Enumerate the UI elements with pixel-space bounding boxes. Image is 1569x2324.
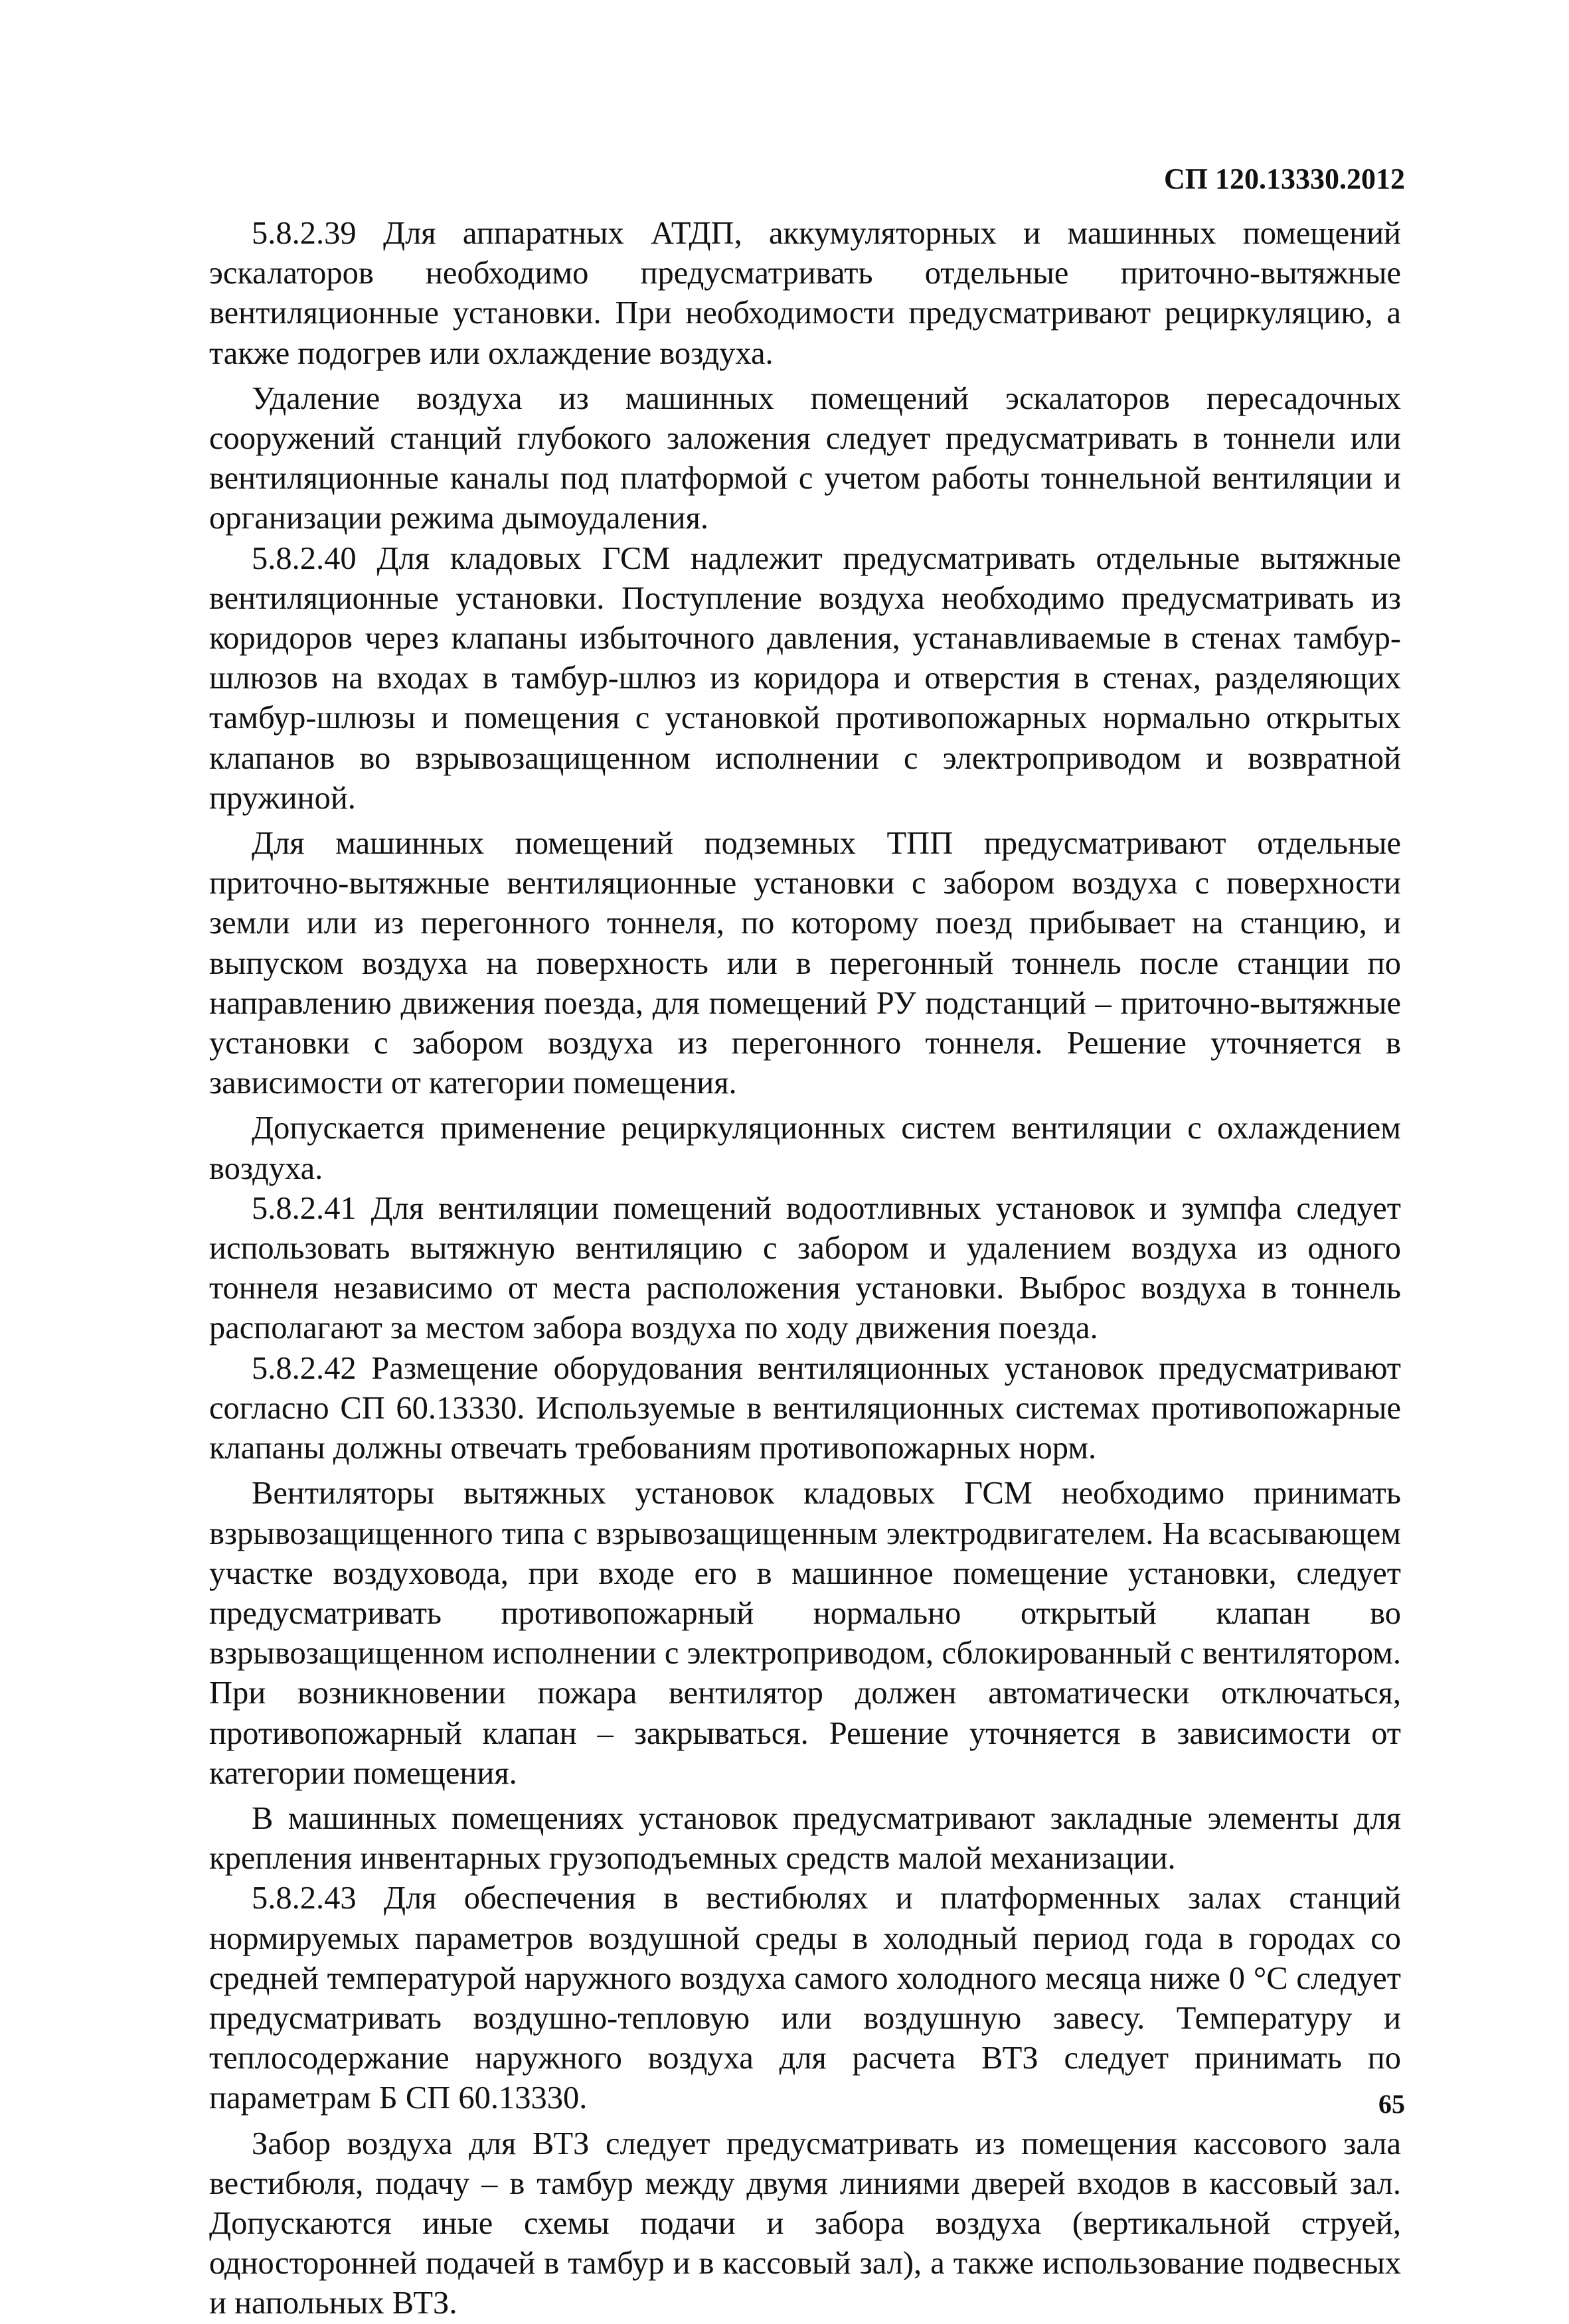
paragraph-gsm-fans: Вентиляторы вытяжных установок кладовых ГСМ необходимо принимать взрывозащищенного типа с взрывозащищенным электродвигателем. На всасывающем участке воздуховода, при входе его в машинное помещение установки, следует предусматривать противопожарный нормально открытый клапан во взрывозащищенном исполнении с электроприводом, сблокированный с вентилятором. При возникновении пожара вентилятор должен автоматически отключаться, противопожарный клапан – закрываться. Решение уточняется в зависимости от категории помещения. (209, 1476, 1401, 1791)
paragraph-5-8-2-42: 5.8.2.42 Размещение оборудования вентиляционных установок предусматривают согласно СП 60.13330. Используемые в вентиляционных системах противопожарные клапаны должны отвечать требованиям противопожарных норм. (209, 1350, 1401, 1466)
paragraph-tpp-machine-rooms: Для машинных помещений подземных ТПП предусматривают отдельные приточно-вытяжные вентиляционные установки с забором воздуха с поверхности земли или из перегонного тоннеля, по которому поезд прибывает на станцию, и выпуском воздуха на поверхность или в перегонный тоннель после станции по направлению движения поезда, для помещений РУ подстанций – приточно-вытяжные установки с забором воздуха из перегонного тоннеля. Решение уточняется в зависимости от категории помещения. (209, 826, 1401, 1101)
paragraph-vtz-air-intake: Забор воздуха для ВТЗ следует предусматривать из помещения кассового зала вестибюля, подачу – в тамбур между двумя линиями дверей входов в кассовый зал. Допускаются иные схемы подачи и забора воздуха (вертикальной струей, односторонней подачей в тамбур и в кассовый зал), а также использование подвесных и напольных ВТЗ. (209, 2126, 1401, 2321)
paragraph-recirculation-allowed: Допускается применение рециркуляционных систем вентиляции с охлаждением воздуха. (209, 1111, 1401, 1186)
paragraph-lifting-elements: В машинных помещениях установок предусматривают закладные элементы для крепления инвентарных грузоподъемных средств малой механизации. (209, 1800, 1401, 1877)
paragraph-5-8-2-39: 5.8.2.39 Для аппаратных АТДП, аккумуляторных и машинных помещений эскалаторов необходимо предусматривать отдельные приточно-вытяжные вентиляционные установки. При необходимости предусматривают рециркуляцию, а также подогрев или охлаждение воздуха. (209, 216, 1401, 371)
paragraph-5-8-2-43: 5.8.2.43 Для обеспечения в вестибюлях и платформенных залах станций нормируемых параметров воздушной среды в холодный период года в городах со средней температурой наружного воздуха самого холодного месяца ниже 0 °С следует предусматривать воздушно-тепловую или воздушную завесу. Температуру и теплосодержание наружного воздуха для расчета ВТЗ следует принимать по параметрам Б СП 60.13330. (209, 1881, 1401, 2116)
paragraph-escalator-air-removal: Удаление воздуха из машинных помещений эскалаторов пересадочных сооружений станций глубокого заложения следует предусматривать в тоннели или вентиляционные каналы под платформой с учетом работы тоннельной вентиляции и организации режима дымоудаления. (209, 380, 1401, 536)
document-body (209, 214, 1401, 2324)
page-number: 65 (1378, 2089, 1405, 2119)
document-code-header: СП 120.13330.2012 (1164, 163, 1405, 195)
paragraph-5-8-2-40: 5.8.2.40 Для кладовых ГСМ надлежит предусматривать отдельные вытяжные вентиляционные установки. Поступление воздуха необходимо предусматривать из коридоров через клапаны избыточного давления, устанавливаемые в стенах тамбур-шлюзов на входах в тамбур-шлюз из коридора и отверстия в стенах, разделяющих тамбур-шлюзы и помещения с установкой противопожарных нормально открытых клапанов во взрывозащищенном исполнении с электроприводом и возвратной пружиной. (209, 540, 1401, 816)
paragraph-5-8-2-41: 5.8.2.41 Для вентиляции помещений водоотливных установок и зумпфа следует использовать вытяжную вентиляцию с забором и удалением воздуха из одного тоннеля независимо от места расположения установки. Выброс воздуха в тоннель располагают за местом забора воздуха по ходу движения поезда. (209, 1190, 1401, 1346)
